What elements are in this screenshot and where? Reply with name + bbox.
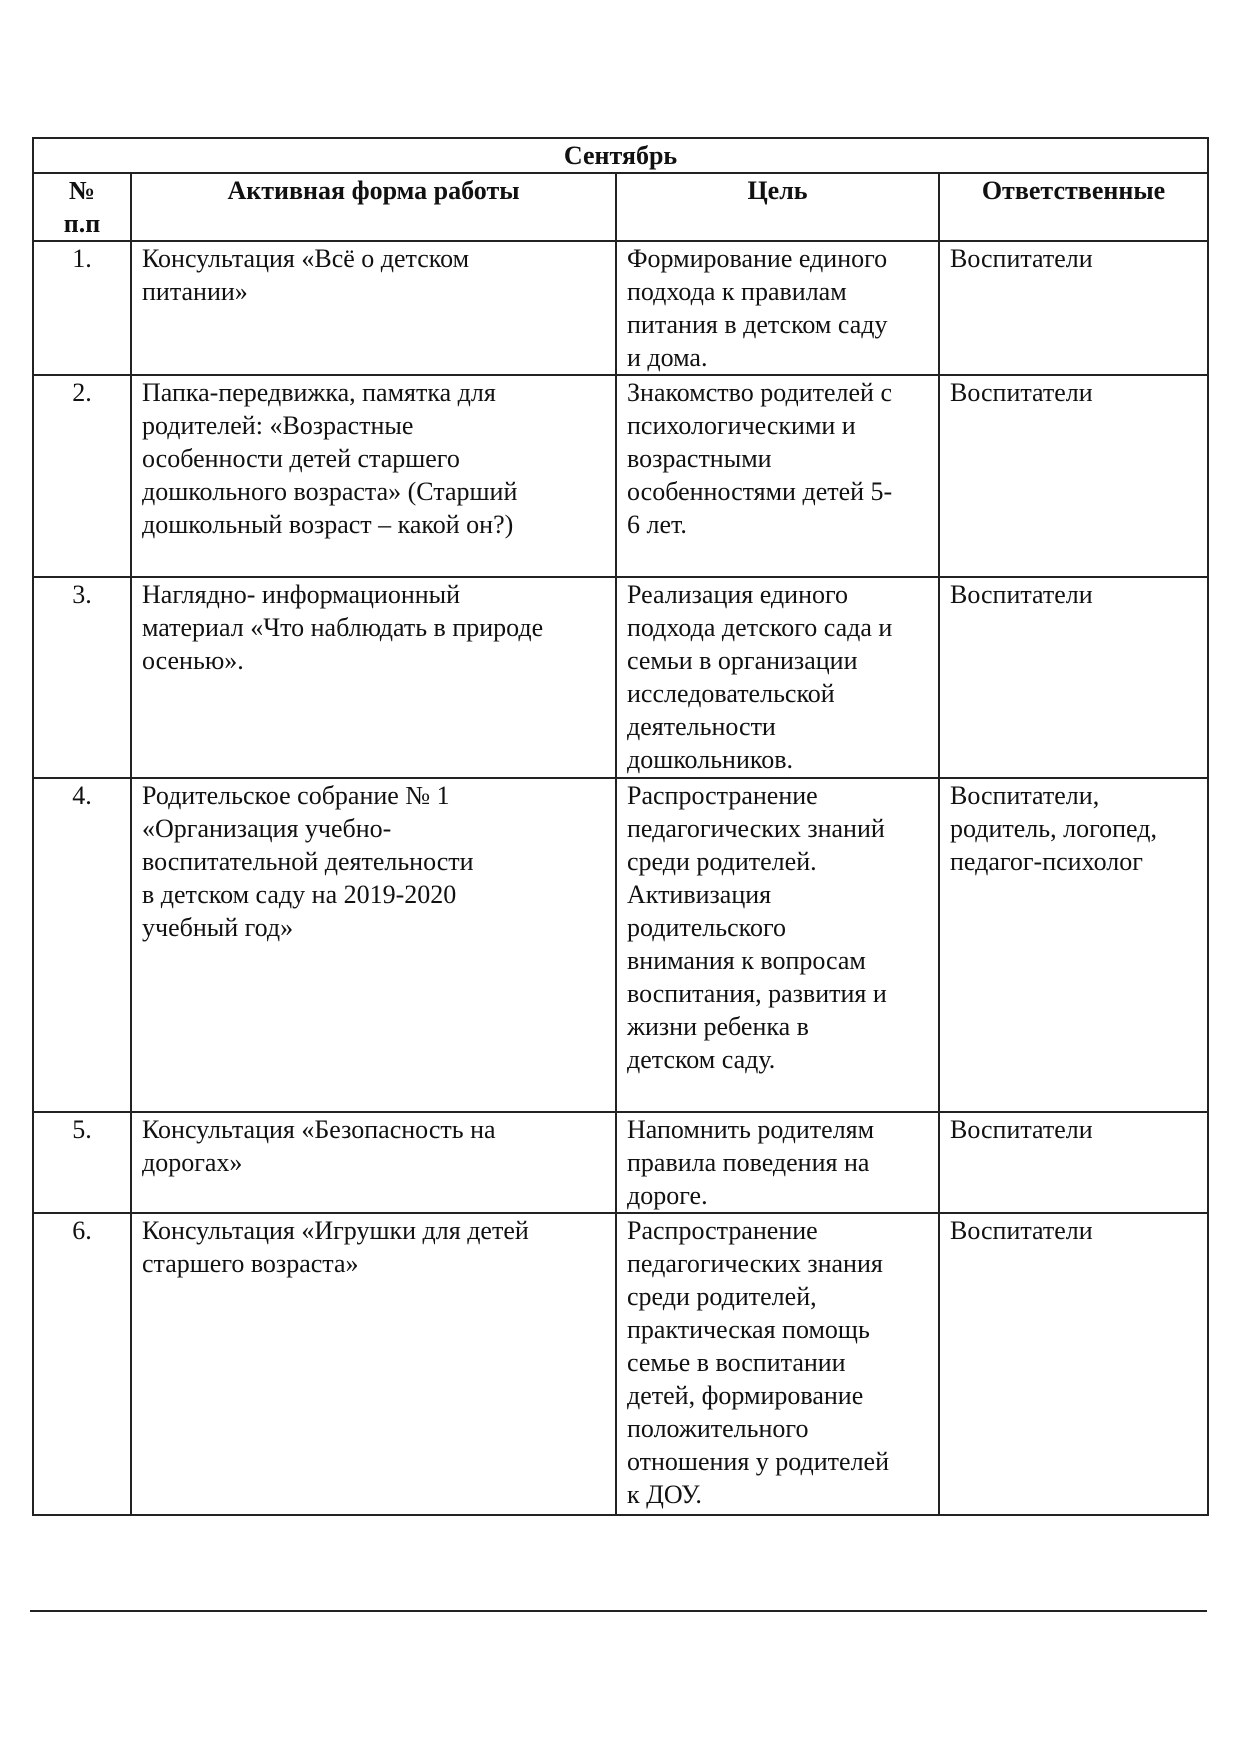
cell-line: родительского <box>627 913 786 942</box>
footer-divider <box>30 1610 1207 1612</box>
cell-line: Воспитатели <box>950 580 1093 609</box>
table-row <box>33 1112 1208 1213</box>
cell-line: воспитательной деятельности <box>142 847 474 876</box>
header-num-line2: п.п <box>63 209 101 238</box>
form-cell <box>131 1112 616 1213</box>
cell-line: в детском саду на 2019-2020 <box>142 880 457 909</box>
cell-line: дошкольного возраста» (Старший <box>142 477 518 506</box>
cell-line: дошкольников. <box>627 745 793 774</box>
cell-line: внимания к вопросам <box>627 946 866 975</box>
table-row <box>33 375 1208 577</box>
cell-line: положительного <box>627 1414 809 1443</box>
form-cell <box>131 778 616 1112</box>
cell-line: среди родителей. <box>627 847 817 876</box>
cell-line: Распространение <box>627 1216 818 1245</box>
header-goal: Цель <box>616 173 939 241</box>
table-row <box>33 241 1208 375</box>
goal-cell <box>616 375 939 577</box>
cell-line: Консультация «Игрушки для детей <box>142 1216 529 1245</box>
cell-line: Реализация единого <box>627 580 848 609</box>
header-responsible: Ответственные <box>939 173 1208 241</box>
cell-line: осенью». <box>142 646 244 675</box>
cell-line: Распространение <box>627 781 818 810</box>
cell-line: детском саду. <box>627 1045 776 1074</box>
cell-line: к ДОУ. <box>627 1480 702 1509</box>
header-num <box>33 173 131 241</box>
cell-line: исследовательской <box>627 679 835 708</box>
row-number: 6. <box>33 1213 131 1515</box>
cell-line: особенностями детей 5- <box>627 477 893 506</box>
month-header-row <box>33 138 1208 173</box>
row-number: 3. <box>33 577 131 778</box>
form-cell <box>131 577 616 778</box>
cell-line: Наглядно- информационный <box>142 580 461 609</box>
cell-line: учебный год» <box>142 913 294 942</box>
cell-line: Воспитатели <box>950 1115 1093 1144</box>
cell-line: семьи в организации <box>627 646 858 675</box>
cell-line: детей, формирование <box>627 1381 864 1410</box>
responsible-cell <box>939 577 1208 778</box>
cell-line: Папка-передвижка, памятка для <box>142 378 496 407</box>
cell-line: Формирование единого <box>627 244 888 273</box>
cell-line: Воспитатели <box>950 1216 1093 1245</box>
row-number: 5. <box>33 1112 131 1213</box>
cell-line: отношения у родителей <box>627 1447 890 1476</box>
header-form: Активная форма работы <box>131 173 616 241</box>
cell-line: практическая помощь <box>627 1315 870 1344</box>
cell-line: Напомнить родителям <box>627 1115 875 1144</box>
header-num-line1: № <box>68 176 96 205</box>
goal-cell <box>616 778 939 1112</box>
cell-line: правила поведения на <box>627 1148 870 1177</box>
responsible-cell <box>939 778 1208 1112</box>
cell-line: Воспитатели <box>950 378 1093 407</box>
cell-line: питании» <box>142 277 248 306</box>
cell-line: возрастными <box>627 444 772 473</box>
goal-cell <box>616 241 939 375</box>
cell-line: среди родителей, <box>627 1282 817 1311</box>
goal-cell <box>616 577 939 778</box>
cell-line: Консультация «Всё о детском <box>142 244 470 273</box>
form-cell <box>131 1213 616 1515</box>
responsible-cell <box>939 1112 1208 1213</box>
cell-line: родителей: «Возрастные <box>142 411 414 440</box>
cell-line: 6 лет. <box>627 510 687 539</box>
cell-line: Воспитатели, <box>950 781 1100 810</box>
cell-line: педагогических знаний <box>627 814 885 843</box>
cell-line: Активизация <box>627 880 772 909</box>
row-number: 1. <box>33 241 131 375</box>
cell-line: жизни ребенка в <box>627 1012 809 1041</box>
responsible-cell <box>939 375 1208 577</box>
cell-line: деятельности <box>627 712 776 741</box>
responsible-cell <box>939 1213 1208 1515</box>
cell-line: Знакомство родителей с <box>627 378 893 407</box>
cell-line: семье в воспитании <box>627 1348 846 1377</box>
cell-line: психологическими и <box>627 411 856 440</box>
cell-line: материал «Что наблюдать в природе <box>142 613 544 642</box>
goal-cell <box>616 1112 939 1213</box>
september-plan-table <box>32 137 1209 1516</box>
cell-line: подхода детского сада и <box>627 613 893 642</box>
column-header-row <box>33 173 1208 241</box>
cell-line: старшего возраста» <box>142 1249 359 1278</box>
cell-line: особенности детей старшего <box>142 444 460 473</box>
cell-line: и дома. <box>627 343 708 372</box>
cell-line: «Организация учебно- <box>142 814 392 843</box>
month-title: Сентябрь <box>33 138 1208 173</box>
form-cell <box>131 375 616 577</box>
cell-line: Воспитатели <box>950 244 1093 273</box>
cell-line: педагогических знания <box>627 1249 883 1278</box>
cell-line: воспитания, развития и <box>627 979 887 1008</box>
table-row <box>33 577 1208 778</box>
goal-cell <box>616 1213 939 1515</box>
cell-line: питания в детском саду <box>627 310 888 339</box>
cell-line: Консультация «Безопасность на <box>142 1115 496 1144</box>
table-row <box>33 778 1208 1112</box>
cell-line: родитель, логопед, <box>950 814 1157 843</box>
cell-line: дорогах» <box>142 1148 243 1177</box>
row-number: 2. <box>33 375 131 577</box>
form-cell <box>131 241 616 375</box>
cell-line: Родительское собрание № 1 <box>142 781 450 810</box>
responsible-cell <box>939 241 1208 375</box>
row-number: 4. <box>33 778 131 1112</box>
cell-line: дороге. <box>627 1181 708 1210</box>
cell-line: дошкольный возраст – какой он?) <box>142 510 514 539</box>
table-row <box>33 1213 1208 1515</box>
cell-line: подхода к правилам <box>627 277 847 306</box>
cell-line: педагог-психолог <box>950 847 1143 876</box>
